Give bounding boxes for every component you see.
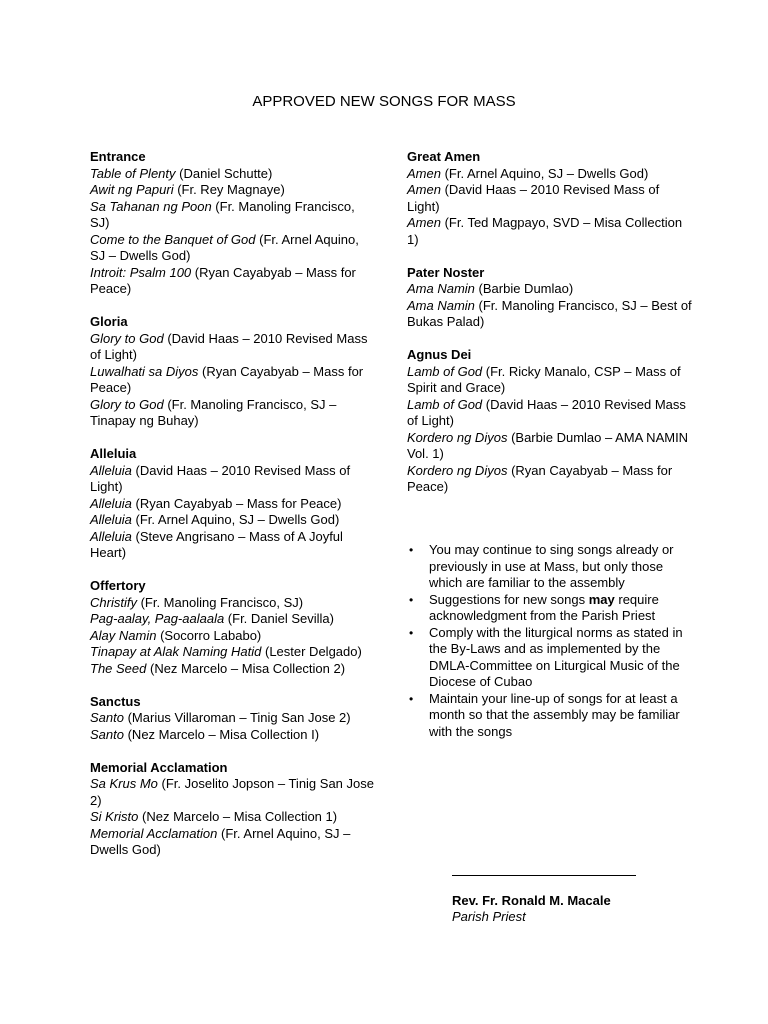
song-title: Glory to God bbox=[90, 330, 164, 346]
song-credit: (Steve Angrisano – Mass of A Joyful Heart) bbox=[90, 528, 343, 560]
song-title: Come to the Banquet of God bbox=[90, 231, 256, 247]
song-credit: (Marius Villaroman – Tinig San Jose 2) bbox=[123, 710, 351, 725]
song-item bbox=[90, 776, 375, 809]
song-title: Alleluia bbox=[90, 495, 132, 511]
song-credit: (Barbie Dumlao – AMA NAMIN Vol. 1) bbox=[407, 429, 689, 461]
song-credit: (Fr. Arnel Aquino, SJ – Dwells God) bbox=[131, 512, 340, 527]
signature-line bbox=[452, 875, 636, 876]
song-title: Alleluia bbox=[90, 462, 132, 478]
song-item bbox=[407, 463, 692, 496]
section-title: Sanctus bbox=[90, 693, 141, 709]
song-item bbox=[407, 182, 692, 215]
song-credit: (Nez Marcelo – Misa Collection I) bbox=[123, 726, 320, 742]
song-credit: (Daniel Schutte) bbox=[175, 165, 273, 181]
section-offertory bbox=[90, 578, 375, 677]
song-item bbox=[90, 463, 375, 496]
song-credit: (Fr. Joselito Jopson – Tinig San Jose 2) bbox=[90, 776, 374, 808]
song-credit: (Fr. Rey Magnaye) bbox=[173, 182, 285, 197]
song-item bbox=[407, 298, 692, 331]
song-credit: (Fr. Ricky Manalo, CSP – Mass of Spirit and Grace) bbox=[407, 363, 681, 395]
bullet-icon: • bbox=[409, 543, 414, 557]
guideline-emphasis: may bbox=[588, 591, 615, 607]
section-agnus-dei bbox=[407, 347, 692, 496]
bullet-icon: • bbox=[409, 592, 414, 607]
song-credit: (Ryan Cayabyab – Mass for Peace) bbox=[90, 363, 364, 395]
section-sanctus bbox=[90, 694, 375, 744]
song-title: Ama Namin bbox=[407, 297, 475, 313]
guideline-text bbox=[429, 592, 659, 624]
song-credit: (Ryan Cayabyab – Mass for Peace) bbox=[90, 264, 356, 296]
signatory-role: Parish Priest bbox=[452, 909, 526, 924]
song-credit: (Ryan Cayabyab – Mass for Peace) bbox=[407, 462, 673, 494]
section-memorial-acclamation bbox=[90, 760, 375, 859]
song-title: Kordero ng Diyos bbox=[407, 462, 508, 478]
song-item bbox=[90, 529, 375, 562]
song-title: Glory to God bbox=[90, 396, 164, 412]
section-title: Agnus Dei bbox=[407, 347, 472, 362]
song-credit: (David Haas – 2010 Revised Mass of Light) bbox=[407, 396, 686, 428]
song-credit: (David Haas – 2010 Revised Mass of Light) bbox=[90, 330, 368, 362]
section-title: Offertory bbox=[90, 578, 146, 593]
song-item bbox=[407, 397, 692, 430]
song-title: Sa Tahanan ng Poon bbox=[90, 198, 212, 214]
song-credit: (David Haas – 2010 Revised Mass of Light) bbox=[407, 182, 660, 214]
song-credit: (Nez Marcelo – Misa Collection 1) bbox=[138, 809, 338, 824]
song-item bbox=[90, 826, 375, 859]
guideline-text: Comply with the liturgical norms as stated in the By-Laws and as implemented by the DMLA-Committee on Liturgical Music of the Diocese of Cubao bbox=[429, 624, 683, 689]
left-column bbox=[90, 149, 375, 875]
song-item bbox=[407, 166, 692, 183]
section-great-amen bbox=[407, 149, 692, 248]
song-item bbox=[90, 710, 375, 727]
song-item bbox=[90, 232, 375, 265]
section-title: Great Amen bbox=[407, 149, 481, 164]
song-credit: (Lester Delgado) bbox=[261, 644, 362, 659]
section-pater-noster bbox=[407, 265, 692, 331]
song-credit: (Barbie Dumlao) bbox=[474, 281, 574, 296]
list-item bbox=[407, 691, 687, 741]
song-item bbox=[90, 265, 375, 298]
list-item bbox=[407, 625, 687, 691]
song-credit: (Ryan Cayabyab – Mass for Peace) bbox=[131, 495, 342, 511]
section-title: Memorial Acclamation bbox=[90, 759, 228, 775]
section-title: Gloria bbox=[90, 314, 128, 329]
song-item bbox=[90, 727, 375, 744]
song-title: Lamb of God bbox=[407, 363, 483, 379]
song-credit: (Fr. Manoling Francisco, SJ – Tinapay ng Buhay) bbox=[90, 396, 337, 428]
section-entrance bbox=[90, 149, 375, 298]
song-credit: (Nez Marcelo – Misa Collection 2) bbox=[146, 660, 346, 676]
bullet-icon: • bbox=[409, 625, 414, 640]
song-title: Pag-aalay, Pag-aalaala bbox=[90, 611, 225, 626]
song-item bbox=[90, 397, 375, 430]
guideline-text-before: Suggestions for new songs bbox=[429, 591, 589, 607]
song-title: Table of Plenty bbox=[90, 165, 176, 181]
song-title: Memorial Acclamation bbox=[90, 825, 218, 841]
song-title: Lamb of God bbox=[407, 396, 483, 412]
song-item bbox=[407, 281, 692, 298]
song-credit: (Fr. Arnel Aquino, SJ – Dwells God) bbox=[90, 231, 359, 263]
song-title: Kordero ng Diyos bbox=[407, 429, 508, 445]
song-item bbox=[90, 512, 375, 529]
song-item bbox=[90, 166, 375, 183]
song-credit: (Fr. Manoling Francisco, SJ – Best of Bukas Palad) bbox=[407, 297, 692, 329]
song-title: Amen bbox=[407, 215, 441, 230]
song-item bbox=[90, 661, 375, 678]
list-item bbox=[407, 542, 687, 592]
guidelines-list bbox=[407, 542, 687, 740]
song-title: Alay Namin bbox=[90, 627, 157, 643]
song-credit: (Socorro Lababo) bbox=[156, 627, 262, 643]
song-title: Amen bbox=[407, 165, 441, 181]
song-item bbox=[90, 611, 375, 628]
song-credit: (Fr. Manoling Francisco, SJ) bbox=[136, 594, 304, 610]
song-title: Amen bbox=[407, 182, 441, 197]
song-credit: (Fr. Arnel Aquino, SJ – Dwells God) bbox=[440, 165, 649, 181]
song-title: Si Kristo bbox=[90, 809, 139, 824]
song-item bbox=[407, 430, 692, 463]
guideline-text: You may continue to sing songs already or previously in use at Mass, but only those which are familiar to the assembly bbox=[429, 542, 674, 590]
signatory-name: Rev. Fr. Ronald M. Macale bbox=[452, 893, 611, 908]
song-title: Ama Namin bbox=[407, 281, 475, 296]
section-title: Pater Noster bbox=[407, 264, 485, 280]
song-title: Alleluia bbox=[90, 512, 132, 527]
song-title: Santo bbox=[90, 726, 124, 742]
guideline-text: Maintain your line-up of songs for at least a month so that the assembly may be familiar with the songs bbox=[429, 690, 680, 739]
song-item bbox=[407, 364, 692, 397]
song-item bbox=[407, 215, 692, 248]
song-item bbox=[90, 199, 375, 232]
song-item bbox=[90, 182, 375, 199]
song-title: Santo bbox=[90, 710, 124, 725]
song-title: Awit ng Papuri bbox=[90, 182, 174, 197]
song-item bbox=[90, 628, 375, 645]
song-credit: (Fr. Arnel Aquino, SJ – Dwells God) bbox=[90, 825, 351, 857]
page-title: APPROVED NEW SONGS FOR MASS bbox=[252, 93, 516, 110]
song-title: Luwalhati sa Diyos bbox=[90, 363, 199, 379]
list-item bbox=[407, 592, 687, 625]
song-title: Alleluia bbox=[90, 528, 132, 544]
song-item bbox=[90, 331, 375, 364]
song-item bbox=[90, 496, 375, 513]
section-gloria bbox=[90, 314, 375, 430]
section-alleluia bbox=[90, 446, 375, 562]
song-title: Tinapay at Alak Naming Hatid bbox=[90, 644, 262, 659]
song-title: The Seed bbox=[90, 660, 147, 676]
song-item bbox=[90, 595, 375, 612]
section-title: Alleluia bbox=[90, 446, 137, 461]
song-credit: (David Haas – 2010 Revised Mass of Light) bbox=[90, 462, 351, 494]
song-item bbox=[90, 644, 375, 661]
section-title: Entrance bbox=[90, 149, 146, 164]
song-credit: (Fr. Daniel Sevilla) bbox=[224, 611, 334, 626]
song-credit: (Fr. Manoling Francisco, SJ) bbox=[90, 198, 355, 230]
song-title: Introit: Psalm 100 bbox=[90, 264, 192, 280]
song-item bbox=[90, 809, 375, 826]
right-column bbox=[407, 149, 692, 512]
song-title: Sa Krus Mo bbox=[90, 776, 158, 791]
song-item bbox=[90, 364, 375, 397]
song-credit: (Fr. Ted Magpayo, SVD – Misa Collection 1) bbox=[407, 215, 683, 247]
guideline-text-after: require acknowledgment from the Parish Priest bbox=[429, 591, 659, 623]
bullet-icon: • bbox=[409, 691, 414, 706]
song-title: Christify bbox=[90, 594, 137, 610]
